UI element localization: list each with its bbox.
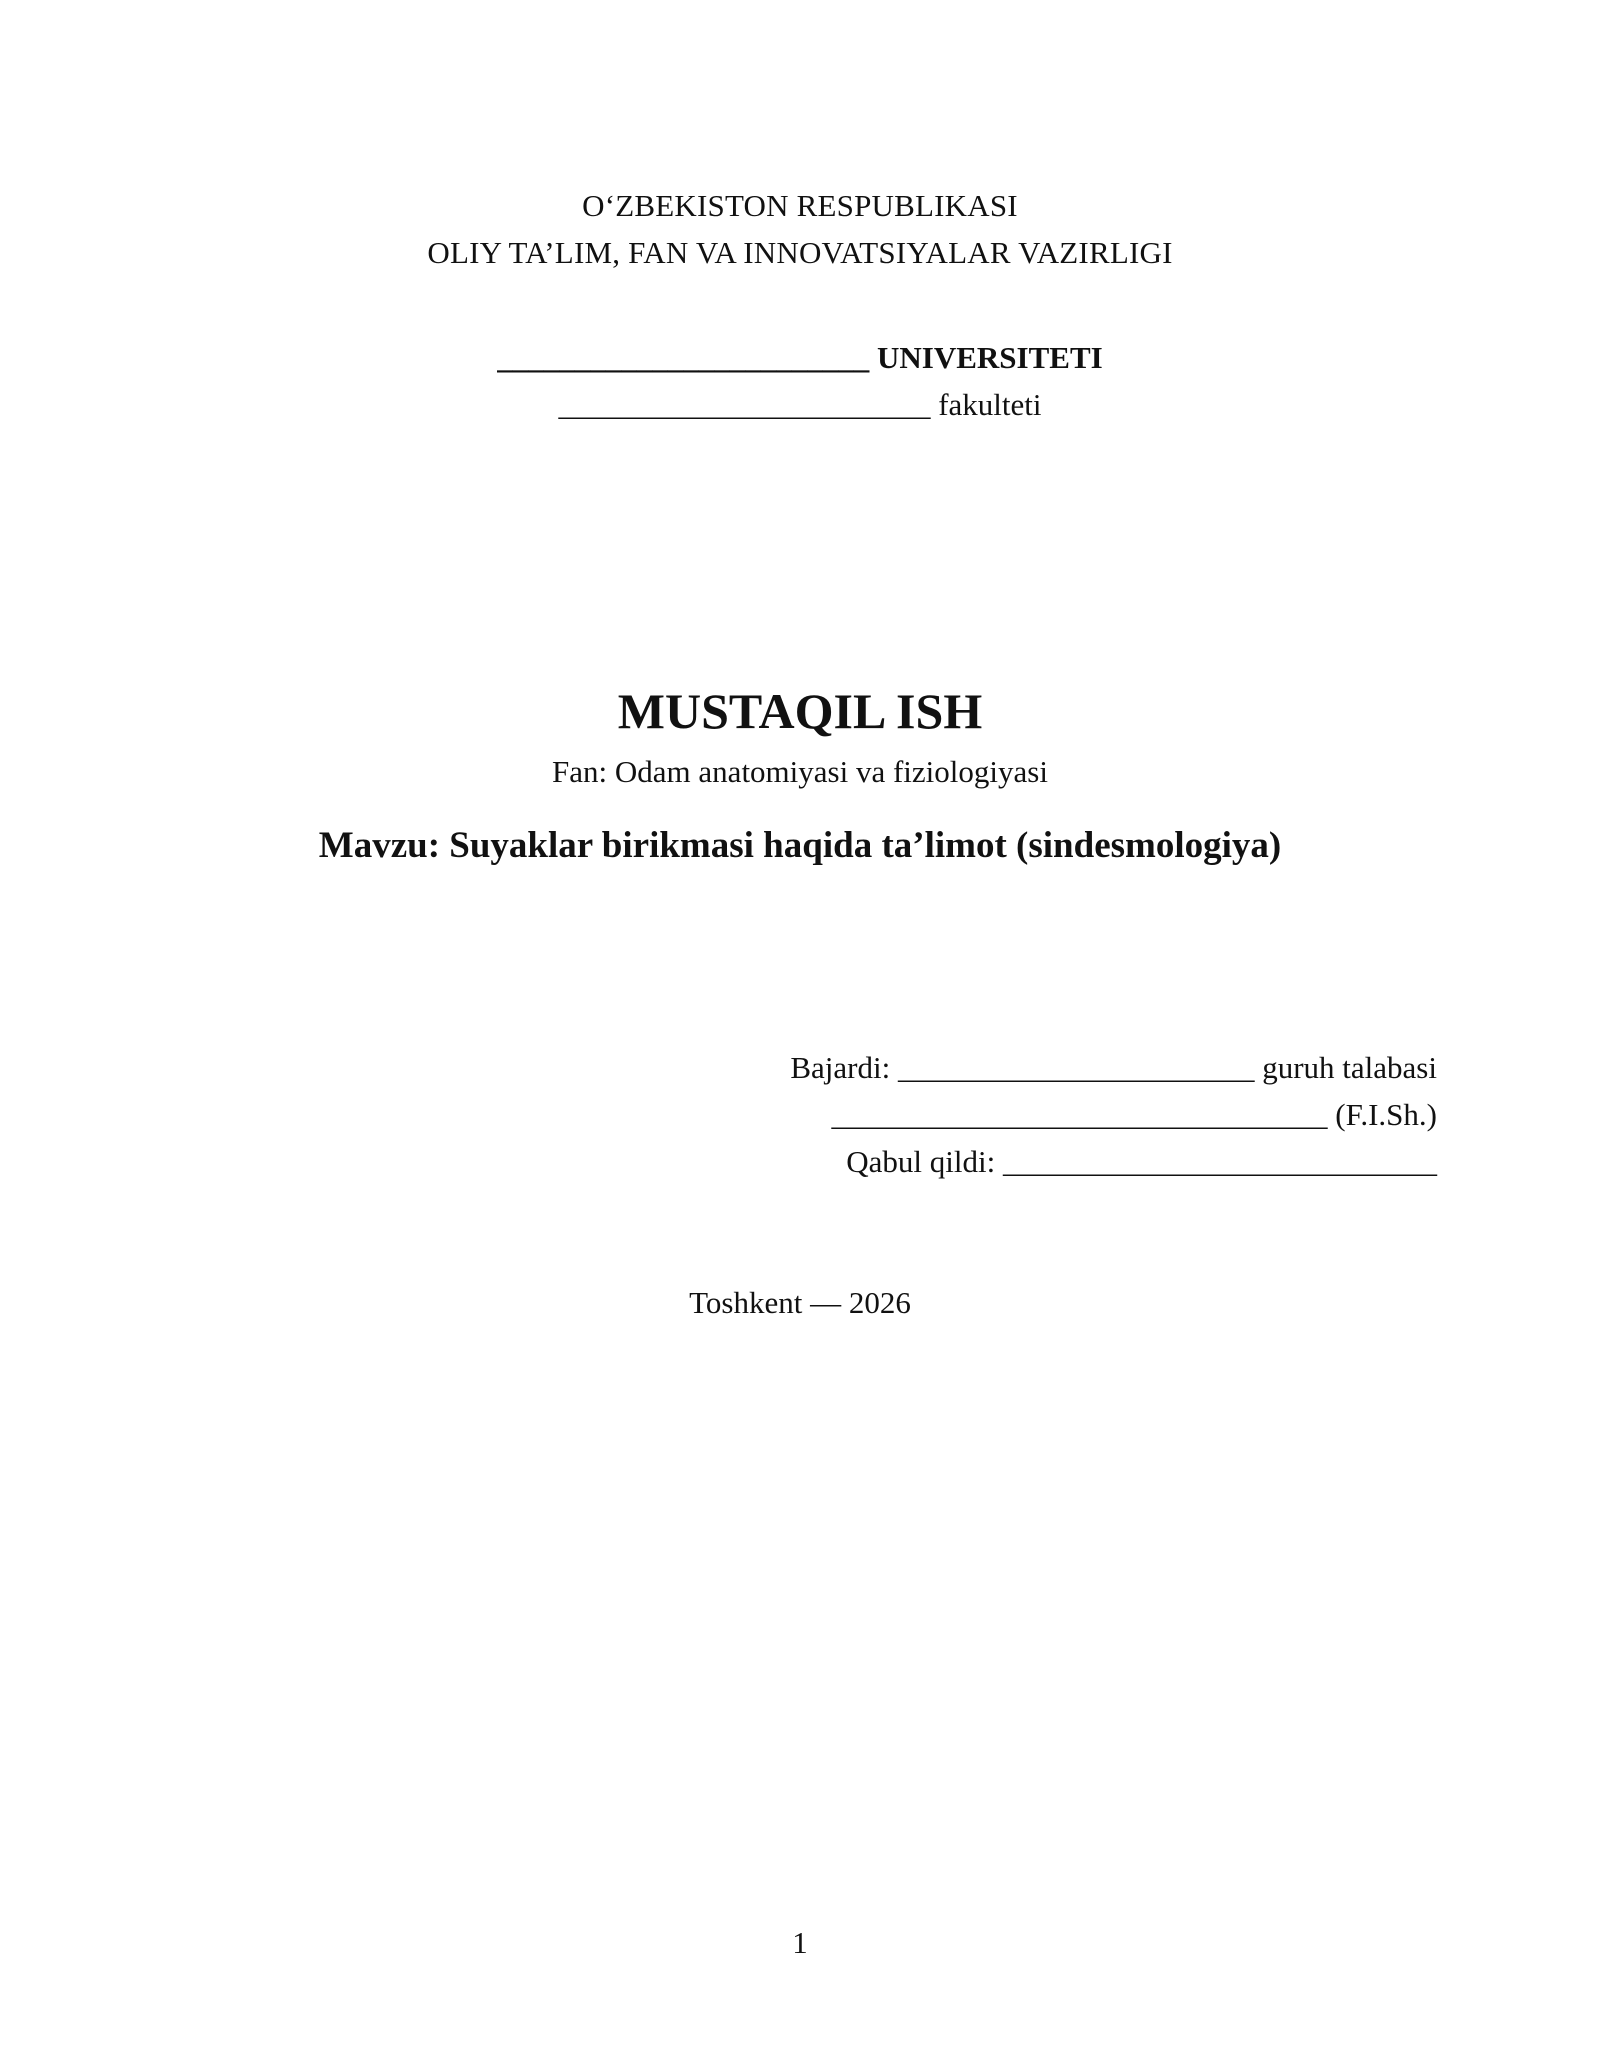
country-heading: O‘ZBEKISTON RESPUBLIKASI	[582, 188, 1018, 223]
faculty-line: ________________________ fakulteti	[558, 387, 1042, 422]
accepted-by-line: Qabul qildi: ____________________________	[846, 1144, 1437, 1179]
document-title: MUSTAQIL ISH	[617, 683, 983, 739]
topic-line: Mavzu: Suyaklar birikmasi haqida ta’limot (sindesmologiya)	[318, 825, 1282, 866]
performed-by-line: Bajardi: _______________________ guruh talabasi	[790, 1050, 1437, 1085]
city-year: Toshkent — 2026	[689, 1285, 911, 1320]
university-line: ________________________ UNIVERSITETI	[497, 340, 1103, 375]
full-name-line: ________________________________ (F.I.Sh.)	[831, 1097, 1437, 1132]
page-number: 1	[792, 1925, 808, 1960]
ministry-heading: OLIY TA’LIM, FAN VA INNOVATSIYALAR VAZIRLIGI	[427, 235, 1173, 270]
subject-line: Fan: Odam anatomiyasi va fiziologiyasi	[552, 754, 1048, 789]
